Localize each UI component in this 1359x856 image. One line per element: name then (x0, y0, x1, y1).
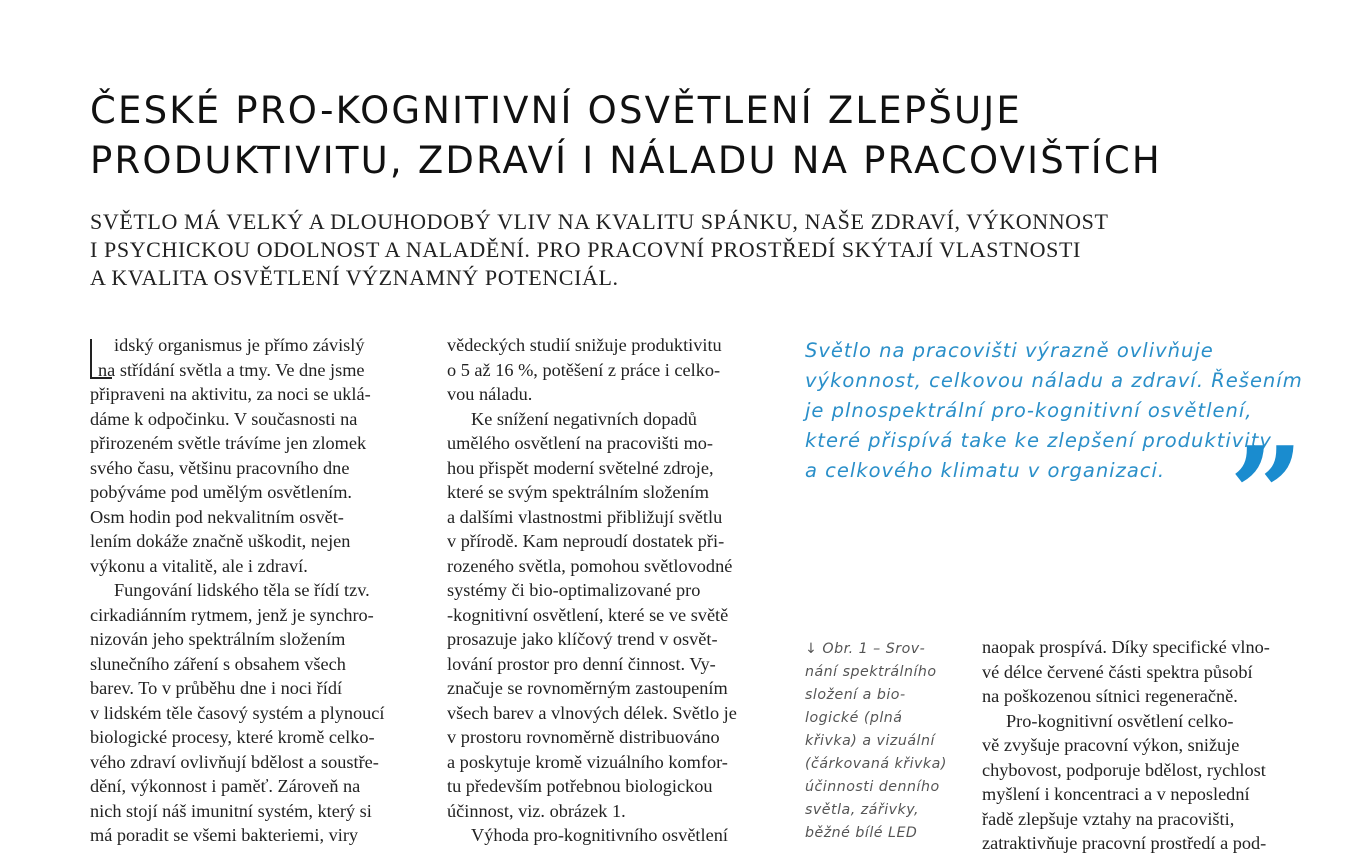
text-line: značuje se rovnoměrným zastoupením (447, 678, 728, 698)
text-line: rozeného světla, pomohou světlovodné (447, 555, 733, 576)
text-line: lování prostor pro denní činnost. Vy- (447, 653, 716, 674)
body-column-2 (447, 333, 737, 848)
caption-line: světla, zářivky, (805, 802, 920, 818)
text-line: dáme k odpočinku. V současnosti na (90, 408, 358, 429)
text-line: výkonu a vitalitě, ale i zdraví. (90, 555, 308, 576)
text-line: nich stojí náš imunitní systém, který si (90, 800, 372, 821)
text-line: zatraktivňuje pracovní prostředí a pod- (982, 833, 1267, 853)
article-title (90, 86, 1162, 186)
text-line: barev. To v průběhu dne i noci řídí (90, 678, 343, 698)
text-line: systémy či bio-optimalizované pro (447, 580, 701, 600)
text-line: v lidském těle časový systém a plynoucí (90, 702, 385, 723)
lead-line: A KVALITA OSVĚTLENÍ VÝZNAMNÝ POTENCIÁL. (90, 265, 619, 290)
text-line: Fungování lidského těla se řídí tzv. (114, 580, 370, 600)
text-line: vou náladu. (447, 384, 533, 404)
text-line: hou přispět moderní světelné zdroje, (447, 457, 714, 478)
caption-line: křivka) a vizuální (805, 733, 935, 749)
quote-line: které přispívá take ke zlepšení produktivity (805, 429, 1272, 452)
text-line: dění, výkonnost i paměť. Zároveň na (90, 776, 361, 796)
text-line: všech barev a vlnových délek. Světlo je (447, 702, 737, 723)
text-line: účinnost, viz. obrázek 1. (447, 800, 626, 821)
text-line: tu především potřebnou biologickou (447, 776, 713, 796)
caption-line: (čárkovaná křivka) (805, 756, 947, 772)
text-line: Ke snížení negativních dopadů (471, 408, 697, 429)
caption-line: logické (plná (805, 710, 903, 726)
text-line: řadě zlepšuje vztahy na pracovišti, (982, 808, 1235, 829)
caption-line: běžné bílé LED (805, 825, 918, 841)
closing-quote-icon: ” (1229, 418, 1304, 571)
lead-line: SVĚTLO MÁ VELKÝ A DLOUHODOBÝ VLIV NA KVALITU SPÁNKU, NAŠE ZDRAVÍ, VÝKONNOST (90, 209, 1109, 234)
title-line: ČESKÉ PRO-KOGNITIVNÍ OSVĚTLENÍ ZLEPŠUJE (90, 89, 1022, 132)
text-line: na poškozenou sítnici regeneračně. (982, 686, 1238, 706)
text-line: a poskytuje kromě vizuálního komfor- (447, 751, 728, 772)
text-line: Osm hodin pod nekvalitním osvět- (90, 506, 344, 527)
quote-line: výkonnost, celkovou náladu a zdraví. Řešením (805, 369, 1303, 392)
quote-line: Světlo na pracovišti výrazně ovlivňuje (805, 339, 1214, 362)
text-line: Pro-kognitivní osvětlení celko- (1006, 710, 1234, 731)
text-line: přirozeném světle trávíme jen zlomek (90, 433, 367, 453)
article-lead (90, 208, 1109, 292)
text-line: cirkadiánním rytmem, jenž je synchro- (90, 604, 374, 625)
text-line: pobýváme pod umělým osvětlením. (90, 482, 352, 502)
text-line: chybovost, podporuje bdělost, rychlost (982, 759, 1266, 780)
text-line: -kognitivní osvětlení, které se ve světě (447, 604, 729, 625)
title-line: PRODUKTIVITU, ZDRAVÍ I NÁLADU NA PRACOVIŠTÍCH (90, 139, 1162, 182)
text-line: vého zdraví ovlivňují bdělost a soustře- (90, 751, 379, 772)
caption-line: ↓ Obr. 1 – Srov- (805, 641, 926, 657)
text-line: vědeckých studií snižuje produktivitu (447, 335, 722, 355)
text-line: připraveni na aktivitu, za noci se uklá- (90, 384, 371, 404)
text-line: v přírodě. Kam neproudí dostatek při- (447, 531, 725, 551)
text-line: umělého osvětlení na pracovišti mo- (447, 433, 714, 453)
text-line: naopak prospívá. Díky specifické vlno- (982, 637, 1270, 657)
text-line: vě zvyšuje pracovní výkon, snižuje (982, 735, 1240, 755)
quote-line: a celkového klimatu v organizaci. (805, 459, 1166, 482)
text-line: které se svým spektrálním složením (447, 482, 709, 502)
text-line: idský organismus je přímo závislý (114, 335, 365, 355)
text-line: prosazuje jako klíčový trend v osvět- (447, 629, 718, 649)
text-line: slunečního záření s obsahem všech (90, 653, 346, 674)
text-line: svého času, většinu pracovního dne (90, 457, 350, 478)
caption-line: účinnosti denního (805, 779, 940, 795)
body-column-4 (982, 635, 1270, 856)
text-line: na střídání světla a tmy. Ve dne jsme (98, 359, 365, 380)
quote-line: je plnospektrální pro-kognitivní osvětlení, (805, 399, 1253, 422)
text-line: v prostoru rovnoměrně distribuováno (447, 727, 720, 747)
text-line: Výhoda pro-kognitivního osvětlení (471, 825, 728, 845)
text-line: biologické procesy, které kromě celko- (90, 727, 375, 747)
text-line: o 5 až 16 %, potěšení z práce i celko- (447, 359, 721, 380)
text-line: vé délce červené části spektra působí (982, 661, 1253, 682)
caption-line: složení a bio- (805, 687, 906, 703)
text-line: lením dokáže značně uškodit, nejen (90, 531, 351, 551)
text-line: má poradit se všemi bakteriemi, viry (90, 825, 359, 845)
text-line: myšlení i koncentraci a v neposlední (982, 784, 1250, 804)
text-line: a dalšími vlastnostmi přibližují světlu (447, 506, 723, 527)
body-column-1 (90, 333, 384, 848)
figure-caption (805, 638, 947, 845)
lead-line: I PSYCHICKOU ODOLNOST A NALADĚNÍ. PRO PRACOVNÍ PROSTŘEDÍ SKÝTAJÍ VLASTNOSTI (90, 237, 1081, 262)
caption-line: nání spektrálního (805, 664, 937, 680)
text-line: nizován jeho spektrálním složením (90, 629, 346, 649)
